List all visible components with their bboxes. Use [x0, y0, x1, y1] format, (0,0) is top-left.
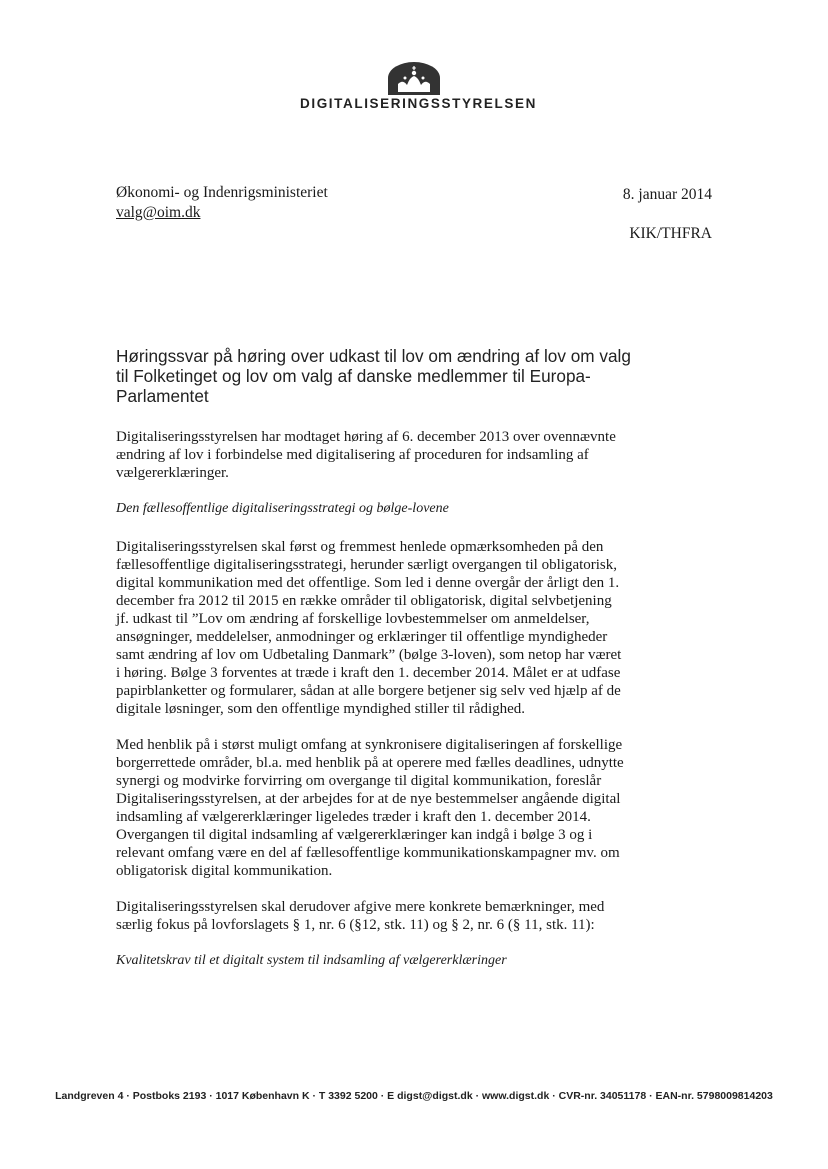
letter-body — [116, 428, 626, 990]
page-title: Høringssvar på høring over udkast til lov om ændring af lov om valg til Folketinget og lov om valg af danske medlemmer til Europa-Parlamentet — [116, 346, 631, 406]
org-name: DIGITALISERINGSSTYRELSEN — [300, 96, 537, 111]
recipient-name: Økonomi- og Indenrigsministeriet — [116, 184, 328, 201]
paragraph-strategy: Digitaliseringsstyrelsen skal først og fremmest henlede opmærksomheden på den fællesoffentlige digitaliseringsstrategi, herunder særligt overgangen til obligatorisk, digital kommunikation med det offentlige. Som led i denne overgår der årligt den 1. december fra 2012 til 2015 en række områder til obligatorisk, digital selvbetjening jf. udkast til ”Lov om ændring af forskellige lovbestemmelser om anmeldelser, ansøgninger, meddelelser, anmodninger og erklæringer til offentlige myndigheder samt ændring af lov om Udbetaling Danmark” (bølge 3-loven), som netop har været i høring. Bølge 3 forventes at træde i kraft den 1. december 2014. Målet er at udfase papirblanketter og formularer, sådan at alle borgere betjener sig selv ved hjælp af de digitale løsninger, som den offentlige myndighed stiller til rådighed. — [116, 539, 622, 717]
crown-icon — [384, 62, 444, 96]
letter-meta — [560, 185, 712, 244]
letter-date: 8. januar 2014 — [622, 186, 712, 203]
section-heading-quality: Kvalitetskrav til et digitalt system til indsamling af vælgererklæringer — [116, 953, 507, 968]
letterhead-logo — [300, 62, 537, 111]
page-footer: Landgreven 4 · Postboks 2193 · 1017 København K · T 3392 5200 · E digst@digst.dk · www.digst.dk · CVR-nr. 34051178 · EAN-nr. 5798009814203 — [55, 1090, 773, 1102]
recipient-block — [116, 183, 328, 223]
paragraph-synchronization: Med henblik på i størst muligt omfang at synkronisere digitaliseringen af forskellige borgerrettede områder, bl.a. med henblik på at operere med fælles deadlines, udnytte synergi og modvirke forvirring om overgange til digital kommunikation, foreslår Digitaliseringsstyrelsen, at der arbejdes for at de nye bestemmelser angående digital indsamling af vælgererklæringer ligeledes træder i kraft den 1. december 2014. Overgangen til digital indsamling af vælgererklæringer kan indgå i bølge 3 og i relevant omfang være en del af fællesoffentlige kommunikationskampagner mv. om obligatorisk digital kommunikation. — [116, 737, 624, 879]
recipient-email-link[interactable]: valg@oim.dk — [116, 204, 201, 221]
section-heading-strategy: Den fællesoffentlige digitaliseringsstrategi og bølge-lovene — [116, 501, 449, 516]
paragraph-remarks: Digitaliseringsstyrelsen skal derudover afgive mere konkrete bemærkninger, med særlig fokus på lovforslagets § 1, nr. 6 (§12, stk. 11) og § 2, nr. 6 (§ 11, stk. 11): — [116, 899, 605, 933]
intro-paragraph: Digitaliseringsstyrelsen har modtaget høring af 6. december 2013 over ovennævnte ændring af lov i forbindelse med digitalisering af proceduren for indsamling af vælgererklæringer. — [116, 429, 616, 481]
letter-reference: KIK/THFRA — [629, 225, 712, 242]
